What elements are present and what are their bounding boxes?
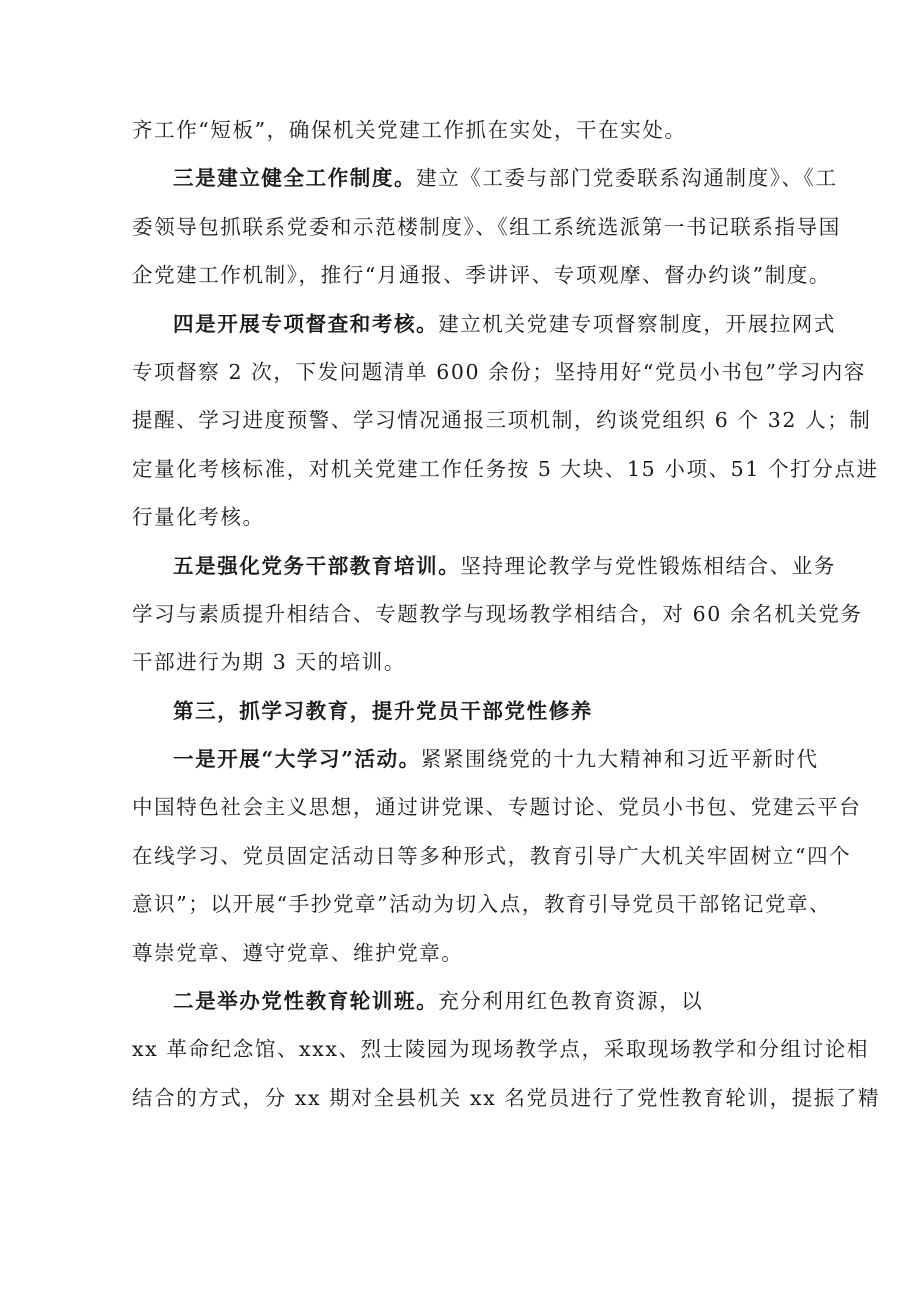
paragraph-line: 中国特色社会主义思想，通过讲党课、专题讨论、党员小书包、党建云平台 — [132, 795, 862, 820]
paragraph-lead: 五是强化党务干部教育培训。 — [173, 553, 461, 578]
paragraph-line: 结合的方式，分 xx 期对全县机关 xx 名党员进行了党性教育轮训，提振了精 — [132, 1085, 881, 1110]
paragraph-line: 企党建工作机制》，推行“月通报、季讲评、专项观摩、督办约谈”制度。 — [132, 263, 832, 288]
paragraph-line: xx 革命纪念馆、xxx、烈士陵园为现场教学点，采取现场教学和分组讨论相 — [132, 1037, 869, 1062]
paragraph-text: 紧紧围绕党的十九大精神和习近平新时代 — [420, 747, 819, 772]
paragraph-text: 建立《工委与部门党委联系沟通制度》、《工 — [416, 166, 838, 191]
paragraph-text: 建立机关党建专项督察制度，开展拉网式 — [438, 311, 837, 336]
paragraph-first-line — [132, 154, 838, 202]
paragraph-lead: 二是举办党性教育轮训班。 — [173, 989, 439, 1014]
paragraph-lead: 三是建立健全工作制度。 — [173, 166, 417, 191]
paragraph-lead: 四是开展专项督查和考核。 — [173, 311, 439, 336]
paragraph-text: 充分利用红色教育资源，以 — [438, 989, 704, 1014]
paragraph-line: 干部进行为期 3 天的培训。 — [132, 650, 406, 675]
document-body — [132, 106, 881, 1122]
paragraph-line: 委领导包抓联系党委和示范楼制度》、《组工系统选派第一书记联系指导国 — [132, 214, 841, 239]
paragraph-line: 意识”；以开展“手抄党章”活动为切入点，教育引导党员干部铭记党章、 — [132, 892, 832, 917]
paragraph-line: 专项督察 2 次，下发问题清单 600 余份；坚持用好“党员小书包”学习内容 — [132, 359, 866, 384]
paragraph-lead: 一是开展“大学习”活动。 — [173, 747, 421, 772]
paragraph-first-line — [132, 542, 837, 590]
paragraph-line: 在线学习、党员固定活动日等多种形式，教育引导广大机关牢固树立“四个 — [132, 843, 852, 868]
paragraph-line: 提醒、学习进度预警、学习情况通报三项机制，约谈党组织 6 个 32 人；制 — [132, 408, 872, 433]
paragraph-line: 尊崇党章、遵守党章、维护党章。 — [132, 940, 464, 965]
paragraph-line: 齐工作“短板”，确保机关党建工作抓在实处，干在实处。 — [132, 118, 687, 142]
paragraph-first-line — [132, 735, 819, 783]
paragraph-line: 定量化考核标准，对机关党建工作任务按 5 大块、15 小项、51 个打分点进 — [132, 456, 879, 481]
paragraph-text: 坚持理论教学与党性锻炼相结合、业务 — [460, 553, 837, 578]
paragraph-first-line — [132, 300, 837, 348]
paragraph-first-line — [132, 977, 792, 1025]
paragraph-line: 学习与素质提升相结合、专题教学与现场教学相结合，对 60 余名机关党务 — [132, 601, 863, 626]
section-heading: 第三，抓学习教育，提升党员干部党性修养 — [173, 698, 593, 723]
paragraph-line: 行量化考核。 — [132, 505, 265, 530]
